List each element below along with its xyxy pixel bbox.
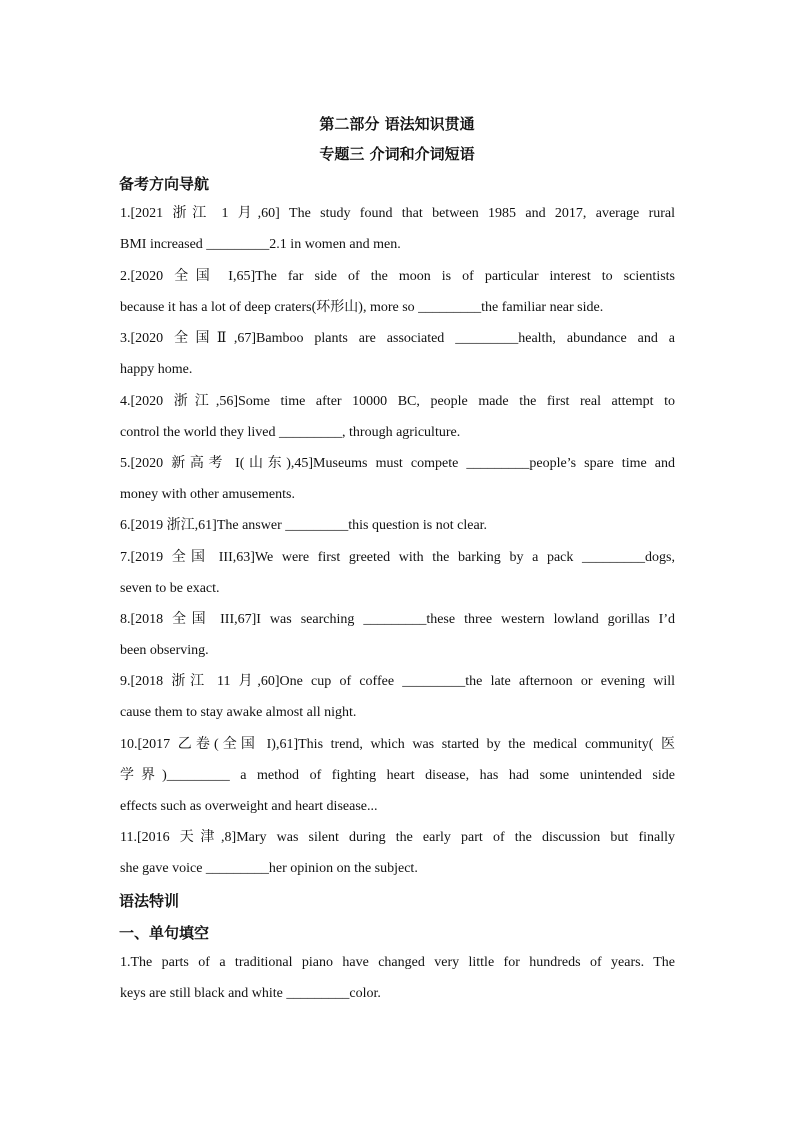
part-title: 第二部分 语法知识贯通 (319, 115, 475, 133)
exam-line: been observing. (120, 643, 209, 658)
exam-line: 8.[2018 全国 III,67]I was searching _________these three western lowland gorillas I’d (120, 612, 675, 627)
exercise-line: 1.The parts of a traditional piano have changed very little for hundreds of years. The (120, 955, 675, 970)
guide-heading: 备考方向导航 (119, 175, 210, 193)
exam-line: 学界)_________ a method of fighting heart disease, has had some unintended side (120, 768, 675, 783)
exam-line: because it has a lot of deep craters(环形山), more so _________the familiar near side. (120, 300, 604, 315)
exam-line: BMI increased _________2.1 in women and men. (120, 237, 401, 252)
exam-line: control the world they lived _________, through agriculture. (120, 425, 461, 440)
training-heading: 语法特训 (119, 892, 180, 910)
single-fill-heading: 一、单句填空 (119, 924, 210, 942)
exam-line: 1.[2021 浙江 1 月,60] The study found that between 1985 and 2017, average rural (120, 206, 675, 221)
exam-line: cause them to stay awake almost all night. (120, 705, 357, 720)
exam-line: seven to be exact. (120, 581, 220, 596)
topic-title: 专题三 介词和介词短语 (319, 145, 475, 163)
exam-line: 11.[2016 天津,8]Mary was silent during the early part of the discussion but finally (120, 830, 675, 845)
exam-line: 2.[2020 全国 I,65]The far side of the moon is of particular interest to scientists (120, 269, 675, 284)
exam-line: 10.[2017 乙卷(全国 I),61]This trend, which was started by the medical community( 医 (120, 737, 675, 752)
exercise-line: keys are still black and white _________color. (120, 986, 381, 1001)
exam-line: 3.[2020 全国Ⅱ,67]Bamboo plants are associated _________health, abundance and a (120, 331, 675, 346)
exam-line: 9.[2018 浙江 11 月,60]One cup of coffee _________the late afternoon or evening will (120, 674, 675, 689)
exam-line: 6.[2019 浙江,61]The answer _________this question is not clear. (120, 518, 488, 533)
exam-line: 4.[2020 浙江,56]Some time after 10000 BC, people made the first real attempt to (120, 394, 675, 409)
exam-line: 7.[2019 全国 III,63]We were first greeted with the barking by a pack _________dogs, (120, 550, 675, 565)
exam-line: she gave voice _________her opinion on the subject. (120, 861, 418, 876)
exam-line: happy home. (120, 362, 193, 377)
exam-line: 5.[2020 新高考 I(山东),45]Museums must compete _________people’s spare time and (120, 456, 675, 471)
exam-line: money with other amusements. (120, 487, 295, 502)
exam-line: effects such as overweight and heart disease... (120, 799, 378, 814)
